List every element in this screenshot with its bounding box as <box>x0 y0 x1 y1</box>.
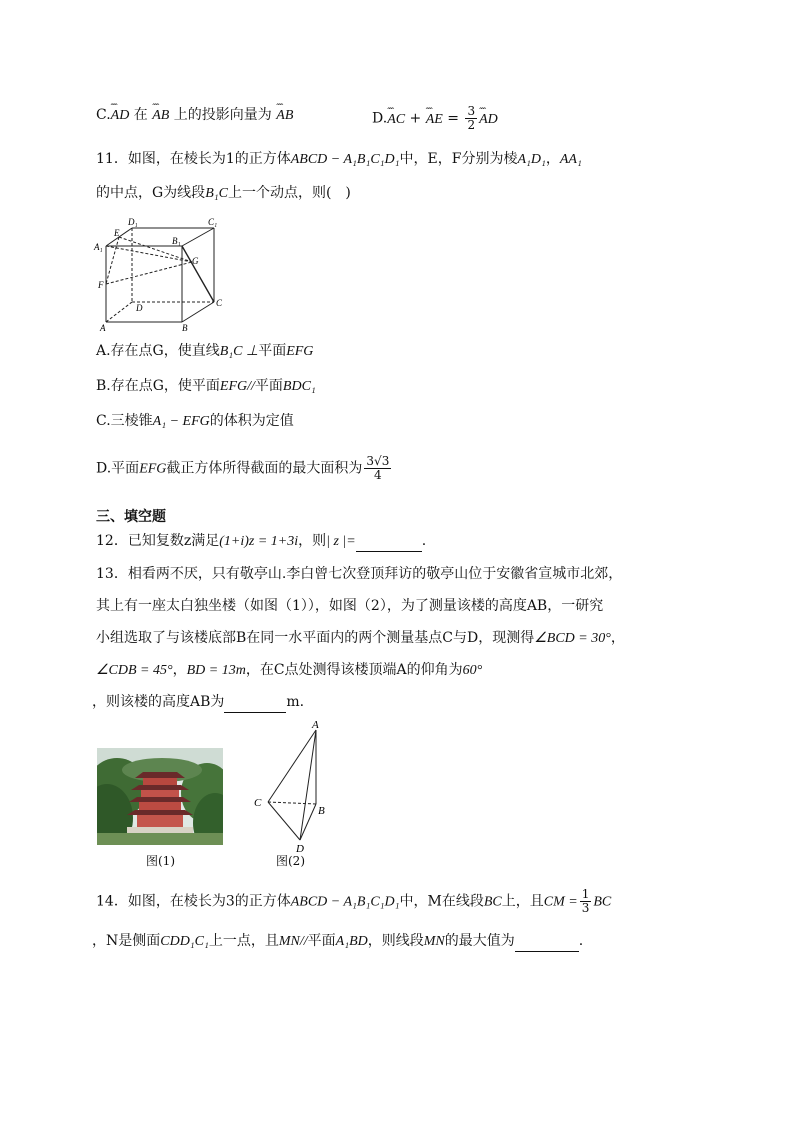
math: BC <box>483 894 502 910</box>
math: MN// <box>278 934 308 949</box>
label-a: A <box>312 719 319 731</box>
label-c1: C₁ <box>208 217 218 227</box>
q11-option-a <box>96 341 313 362</box>
text: 12．已知复数z满足 <box>96 533 220 549</box>
label-f: F <box>98 280 104 290</box>
segment-fg <box>106 262 192 284</box>
math: BDC₁ <box>282 379 316 394</box>
figure-2-caption: 图(2) <box>276 854 305 868</box>
denominator: 2 <box>467 118 476 132</box>
label-d1: D₁ <box>128 217 138 227</box>
edge <box>182 228 214 246</box>
math: CM = <box>543 894 578 910</box>
text: 中，M在线段 <box>399 893 484 910</box>
segment-a1g <box>106 246 192 262</box>
vector-ad-result: ˆˆˆ AD <box>479 110 498 130</box>
q12 <box>96 531 426 552</box>
label-b: B <box>318 805 325 817</box>
math: A₁ − EFG <box>152 414 210 429</box>
q13-line-3 <box>96 628 625 649</box>
text: m. <box>286 694 305 710</box>
math: ABCD − A₁B₁C₁D₁ <box>290 152 400 167</box>
text: ，在C点处测得该楼顶端A的仰角为 <box>245 662 463 678</box>
text: 上，且 <box>501 893 544 910</box>
text: = <box>442 110 464 127</box>
label-g: G <box>192 256 199 266</box>
math: EFG <box>139 461 167 477</box>
text: 平面 <box>258 343 287 359</box>
text: 11．如图，在棱长为1的正方体 <box>96 151 291 167</box>
text: A.存在点G，使直线 <box>96 343 220 359</box>
math: 60° <box>462 663 483 678</box>
text: ， <box>610 630 625 646</box>
vector-ab: ˆˆˆ AB <box>152 106 169 126</box>
text: 小组选取了与该楼底部B在同一水平面内的两个测量基点C与D，现测得 <box>96 630 535 646</box>
q10-option-d <box>372 105 498 132</box>
q11-option-b <box>96 376 316 397</box>
fraction <box>465 105 477 132</box>
text: . <box>421 533 427 549</box>
vector-ad: ˆˆˆ AD <box>111 106 130 126</box>
q11-option-d <box>96 455 393 482</box>
text: 中，E，F分别为棱 <box>399 151 518 167</box>
text: + <box>405 110 426 127</box>
label-b: B <box>182 323 188 333</box>
answer-blank[interactable] <box>356 531 422 552</box>
math: ∠BCD = 30° <box>534 631 611 646</box>
text: C.三棱锥 <box>96 413 153 429</box>
label-c: C <box>216 298 223 308</box>
denominator: 3 <box>581 901 590 915</box>
text: 的体积为定值 <box>209 413 294 429</box>
q14-line-1 <box>96 888 611 915</box>
section-heading: 三、填空题 <box>96 509 166 525</box>
answer-blank[interactable] <box>515 931 579 952</box>
segment-eg <box>119 237 192 262</box>
text: 在 <box>129 107 153 123</box>
text: 的最大值为 <box>444 933 515 949</box>
text: 平面 <box>254 378 283 394</box>
answer-blank[interactable] <box>224 692 286 713</box>
text: ，则该楼的高度AB为 <box>92 694 225 710</box>
q13-line-1: 13．相看两不厌，只有敬亭山.李白曾七次登顶拜访的敬亭山位于安徽省宣城市北郊， <box>96 566 623 582</box>
q14-line-2 <box>92 931 583 952</box>
text: 上一点，且 <box>208 933 279 949</box>
segment-b1c <box>182 246 214 302</box>
pavilion-photo <box>97 748 223 845</box>
label-c: C <box>254 797 262 809</box>
label-d: D <box>136 303 143 313</box>
math: A₁BD <box>335 934 368 949</box>
fraction <box>580 888 592 915</box>
math: BD = 13m <box>186 663 246 678</box>
q10-option-c <box>96 105 293 126</box>
text: . <box>578 933 584 949</box>
math: A₁D₁ <box>517 152 546 167</box>
q13-line-5 <box>92 692 304 713</box>
q11-cube-figure <box>92 214 232 334</box>
math: ABCD − A₁B₁C₁D₁ <box>290 894 400 910</box>
numerator: 3 <box>467 104 476 118</box>
text: 上的投影向量为 <box>169 107 277 123</box>
text: D.平面 <box>96 460 140 477</box>
math: B₁C ⊥ <box>219 344 259 359</box>
q11-line-2 <box>96 183 351 204</box>
numerator: 1 <box>581 887 590 901</box>
figure-1-caption: 图(1) <box>146 854 175 868</box>
fraction <box>364 455 391 482</box>
text: ， <box>545 151 560 167</box>
q13-line-2: 其上有一座太白独坐楼（如图（1）），如图（2），为了测量该楼的高度AB，一研究 <box>96 598 604 614</box>
text: 截正方体所得截面的最大面积为 <box>166 460 363 477</box>
math: B₁C <box>205 186 228 201</box>
numerator: 3√3 <box>366 454 390 468</box>
q11-option-c <box>96 411 294 432</box>
edge-cd <box>268 802 300 840</box>
q13-tetra-figure <box>248 718 338 854</box>
text: B.存在点G，使平面 <box>96 378 220 394</box>
label-e: E <box>114 228 120 238</box>
hidden-edge <box>106 302 132 322</box>
edge-cb <box>268 802 316 804</box>
math: MN <box>423 934 445 949</box>
text: ，N是侧面 <box>92 933 161 949</box>
math: AA₁ <box>559 152 582 167</box>
math: EFG <box>286 344 314 359</box>
edge <box>182 302 214 322</box>
text: ， <box>172 662 187 678</box>
math: BC <box>593 894 612 910</box>
math: CDD₁C₁ <box>160 934 209 949</box>
text: 上一个动点，则( ) <box>227 185 351 201</box>
vector-ac: ˆˆˆ AC <box>387 110 405 130</box>
vector-ab-result: ˆˆˆ AB <box>276 106 293 126</box>
math: ∠CDB = 45° <box>96 663 173 678</box>
q11-line-1 <box>96 149 582 170</box>
label-d: D <box>296 843 304 854</box>
q13-line-4 <box>96 660 482 681</box>
edge-ac <box>268 730 316 802</box>
math: | z |= <box>326 534 356 549</box>
option-label: C. <box>96 107 111 123</box>
text: 平面 <box>307 933 336 949</box>
label-a: A <box>100 323 106 333</box>
label-b1: B₁ <box>172 236 181 246</box>
vector-ae: ˆˆˆ AE <box>426 110 443 130</box>
text: 14．如图，在棱长为3的正方体 <box>96 893 291 910</box>
text: ，则线段 <box>367 933 424 949</box>
label-a1: A₁ <box>94 242 103 252</box>
text: 的中点，G为线段 <box>96 185 206 201</box>
math: EFG// <box>219 379 255 394</box>
denominator: 4 <box>374 468 382 482</box>
text: ，则 <box>298 533 327 549</box>
edge-ad <box>300 730 316 840</box>
math: (1+i)z = 1+3i <box>219 534 299 549</box>
option-label: D. <box>372 110 388 127</box>
